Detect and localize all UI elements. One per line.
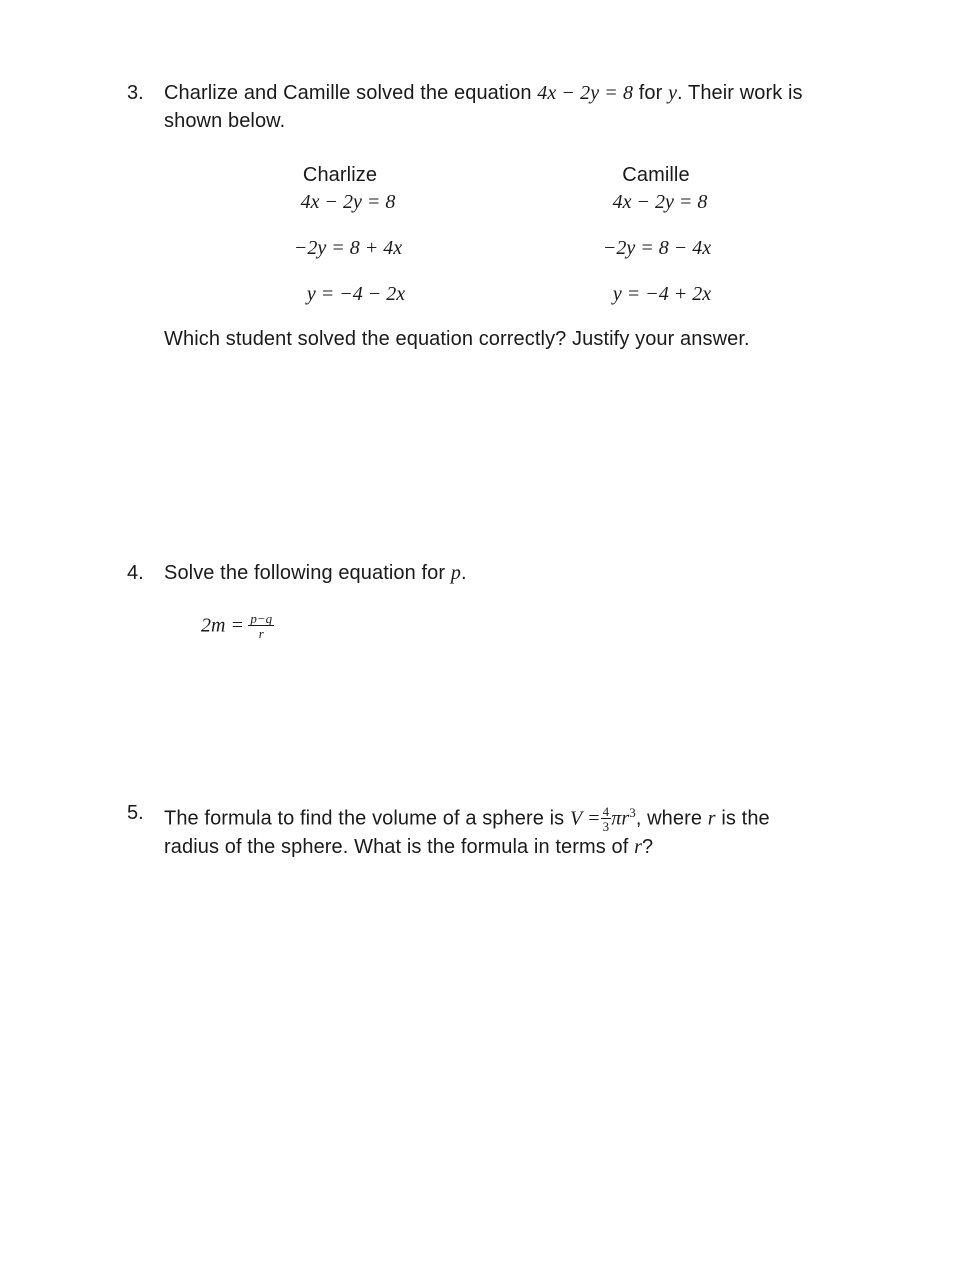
charlize-step-1: 4x − 2y = 8 (300, 191, 396, 213)
camille-step-3: y = −4 + 2x (612, 283, 712, 305)
q5-pi-r: πr (611, 807, 630, 830)
charlize-step-2: −2y = 8 + 4x (293, 237, 403, 259)
charlize-name: Charlize (302, 164, 378, 186)
q4-equation (201, 612, 274, 640)
q4-variable: p (450, 562, 461, 584)
q3-prompt-line1 (164, 82, 803, 105)
q4-number: 4. (127, 562, 144, 584)
q4-denominator: r (258, 626, 264, 641)
q5-line2-b: ? (641, 836, 654, 858)
camille-step-2: −2y = 8 − 4x (602, 237, 712, 259)
q5-frac-den: 3 (602, 819, 610, 835)
q5-text-a: The formula to find the volume of a sphere is (164, 807, 565, 830)
q5-text-b: , where (635, 807, 703, 830)
q5-prompt-line1 (164, 796, 770, 836)
q3-prompt-line2: shown below. (164, 110, 286, 132)
q4-numerator: p−q (250, 611, 273, 626)
q3-question: Which student solved the equation correctly? Justify your answer. (164, 328, 750, 350)
q5-exponent: 3 (629, 805, 636, 820)
camille-step-1: 4x − 2y = 8 (612, 191, 708, 213)
q3-variable: y (668, 82, 678, 104)
q4-period: . (460, 562, 467, 584)
q5-r: r (707, 807, 716, 830)
q3-text-a: Charlize and Camille solved the equation (164, 82, 532, 104)
q4-text: Solve the following equation for (164, 562, 446, 584)
charlize-step-3: y = −4 − 2x (306, 283, 406, 305)
camille-name: Camille (622, 164, 690, 186)
q5-text-c: is the (721, 807, 770, 830)
q5-frac-num: 4 (602, 804, 610, 820)
q3-text-for: for (638, 82, 663, 104)
q5-prompt-line2 (164, 836, 653, 859)
q4-lhs: 2m = (201, 614, 244, 637)
q4-prompt (164, 562, 467, 585)
q5-line2-r: r (634, 836, 642, 858)
q4-fraction (248, 612, 274, 640)
q3-number: 3. (127, 82, 144, 104)
q5-number: 5. (127, 802, 144, 824)
q3-text-c: . Their work is (677, 82, 803, 104)
q3-equation: 4x − 2y = 8 (537, 82, 634, 104)
q5-fraction (601, 805, 612, 833)
q5-V: V = (569, 807, 601, 830)
q5-line2-a: radius of the sphere. What is the formula in terms of (164, 836, 629, 858)
